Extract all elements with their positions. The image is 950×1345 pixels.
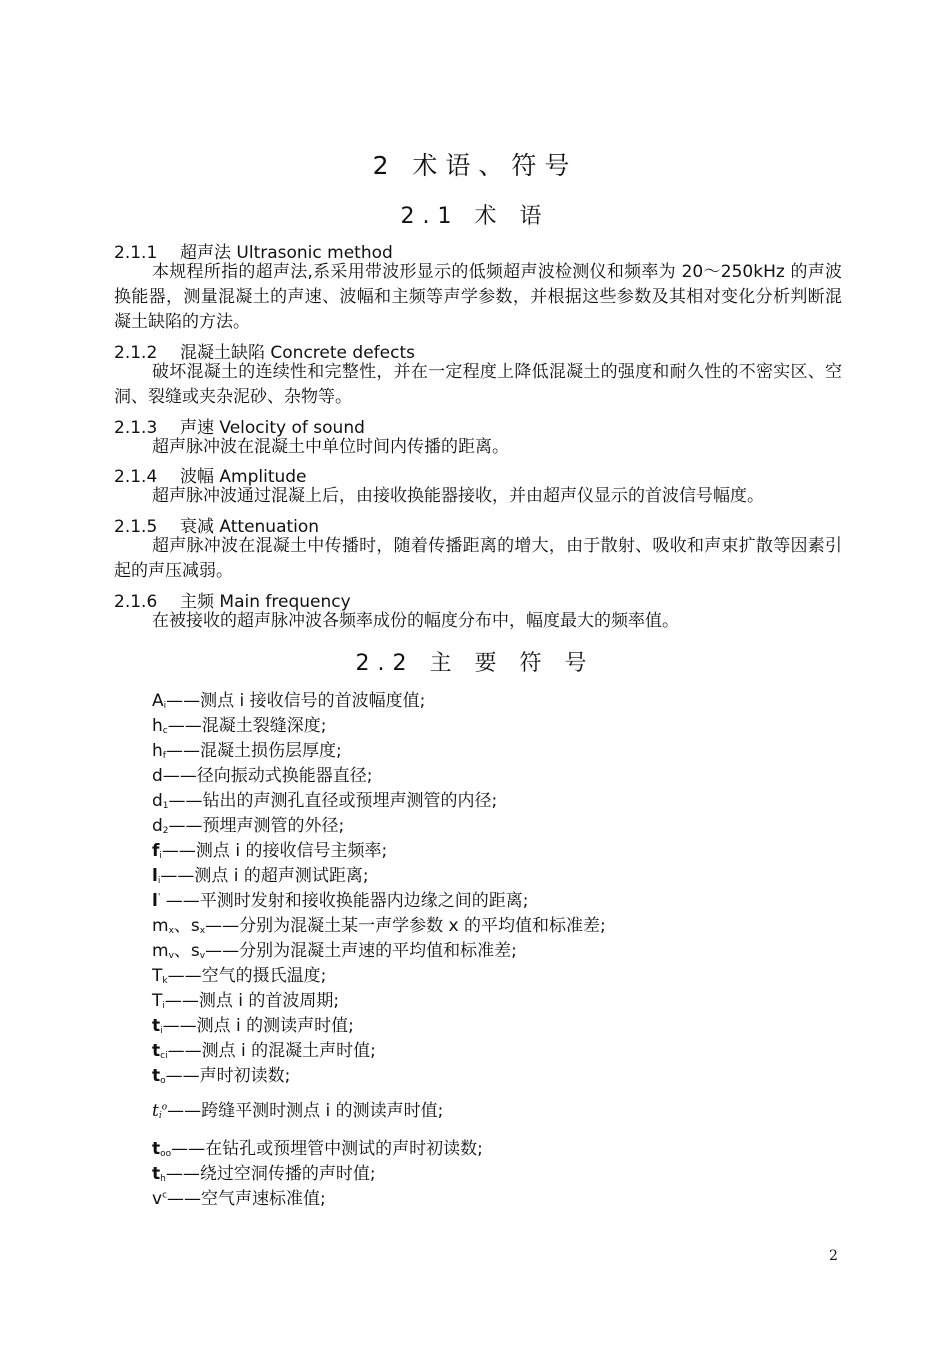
symbol-description: ——测点 i 的接收信号主频率;	[161, 841, 388, 861]
symbol-subscript: v	[199, 951, 206, 961]
symbol-entry	[152, 961, 326, 986]
symbol-entry	[152, 711, 326, 736]
symbol-description: ——绕过空洞传播的声时值;	[165, 1164, 376, 1184]
symbol-description: ——径向振动式换能器直径;	[162, 766, 373, 786]
term-name: 波幅 Amplitude	[180, 467, 307, 487]
symbol-subscript: oo	[160, 1149, 172, 1159]
symbol-entry	[152, 1096, 443, 1121]
term-name: 超声法 Ultrasonic method	[180, 243, 393, 263]
symbol-description: ——空气的摄氏温度;	[167, 966, 327, 986]
symbol-separator: 、s	[173, 916, 200, 936]
symbol-subscript: 2	[162, 826, 169, 836]
symbol: t	[152, 1164, 161, 1184]
symbol-description: ——混凝土裂缝深度;	[167, 716, 327, 736]
symbol-entry	[152, 1184, 326, 1209]
symbol: t	[152, 1066, 161, 1086]
symbol-description: ——测点 i 接收信号的首波幅度值;	[166, 691, 426, 711]
symbol-subscript: i	[158, 1111, 162, 1121]
symbol-subscript: i	[157, 876, 161, 886]
symbol-description: ——分别为混凝土声速的平均值和标准差;	[205, 941, 517, 961]
symbol: d	[152, 791, 163, 811]
symbol: T	[152, 991, 163, 1011]
symbol: h	[152, 741, 163, 761]
symbol-entry	[152, 836, 387, 861]
symbol: v	[152, 1189, 163, 1209]
symbol-description: ——分别为混凝土某一声学参数 x 的平均值和标准差;	[205, 916, 606, 936]
symbol-description: ——测点 i 的首波周期;	[164, 991, 340, 1011]
symbol-entry	[152, 886, 528, 911]
symbol-superscript: o	[161, 1102, 168, 1113]
term-number: 2.1.6	[114, 592, 158, 612]
symbol-subscript: i	[163, 701, 167, 711]
term-definition: 超声脉冲波在混凝土中单位时间内传播的距离。	[152, 437, 509, 457]
symbol-description: ——声时初读数;	[165, 1066, 291, 1086]
term-definition: 超声脉冲波在混凝土中传播时，随着传播距离的增大，由于散射、吸收和声束扩散等因素引起的声压减弱。	[114, 536, 842, 581]
symbol: t	[152, 1016, 161, 1036]
term-definition: 超声脉冲波通过混凝上后，由接收换能器接收，并由超声仪显示的首波信号幅度。	[152, 486, 764, 506]
term-number: 2.1.1	[114, 243, 158, 263]
symbol-description: ——空气声速标准值;	[167, 1189, 326, 1209]
chapter-title: 2 术语、符号	[372, 151, 578, 180]
term-definition: 本规程所指的超声法,系采用带波形显示的低频超声波检测仪和频率为 20～250kHz 的声波换能器，测量混凝土的声速、波幅和主频等声学参数，并根据这些参数及其相对变化分析判断混凝土缺陷的方法。	[114, 262, 842, 332]
symbol: t	[152, 1139, 161, 1159]
symbol-separator: 、s	[173, 941, 200, 961]
symbol-entry	[152, 911, 606, 936]
symbol-entry	[152, 1159, 376, 1184]
symbol-entry	[152, 1061, 290, 1086]
symbol-entry	[152, 861, 369, 886]
term-number: 2.1.3	[114, 418, 158, 438]
symbol-subscript: k	[162, 976, 168, 986]
symbol-entry	[152, 1036, 376, 1061]
symbol-description: ——混凝土损伤层厚度;	[165, 741, 342, 761]
symbol: m	[152, 916, 169, 936]
symbol-description: ——平测时发射和接收换能器内边缘之间的距离;	[160, 891, 529, 911]
symbol-subscript: i	[159, 851, 162, 861]
symbol-entry	[152, 986, 339, 1011]
symbol-description: ——在钻孔或预埋管中测试的声时初读数;	[171, 1139, 483, 1159]
section-title-terms: 2.1 术 语	[400, 204, 550, 229]
symbol: l	[152, 866, 158, 886]
symbol: t	[152, 1101, 159, 1121]
symbol-description: ——跨缝平测时测点 i 的测读声时值;	[167, 1101, 444, 1121]
symbol-subscript: x	[199, 926, 206, 936]
symbol-description: ——测点 i 的测读声时值;	[162, 1016, 354, 1036]
page-number: 2	[829, 1248, 838, 1264]
symbol-description: ——钻出的声测孔直径或预埋声测管的内径;	[168, 791, 498, 811]
symbol-subscript: x	[168, 926, 174, 936]
symbol-entry	[152, 1134, 483, 1159]
symbol-subscript: i	[162, 1001, 165, 1011]
symbol-entry	[152, 761, 373, 786]
symbol-subscript: c	[162, 726, 168, 736]
term-name: 主频 Main frequency	[180, 592, 351, 612]
symbol-subscript: f	[162, 751, 166, 761]
symbol-subscript: h	[160, 1174, 166, 1184]
symbol-description: ——测点 i 的超声测试距离;	[160, 866, 369, 886]
symbol-entry	[152, 736, 342, 761]
symbol-entry	[152, 811, 344, 836]
symbol: d	[152, 816, 163, 836]
symbol-subscript: v	[168, 951, 174, 961]
symbol: t	[152, 1041, 161, 1061]
symbol: m	[152, 941, 169, 961]
symbol-description: ——测点 i 的混凝土声时值;	[167, 1041, 376, 1061]
symbol-entry	[152, 1011, 354, 1036]
term-number: 2.1.2	[114, 343, 158, 363]
symbol-superscript: '	[157, 892, 161, 903]
symbol-subscript: ci	[160, 1051, 168, 1061]
symbol-subscript: 1	[162, 801, 169, 811]
symbol-subscript: o	[160, 1076, 166, 1086]
symbol-entry	[152, 686, 425, 711]
term-name: 衰减 Attenuation	[180, 517, 320, 537]
symbol: h	[152, 716, 163, 736]
symbol: d	[152, 766, 163, 786]
term-name: 混凝土缺陷 Concrete defects	[180, 343, 415, 363]
term-definition: 破坏混凝土的连续性和完整性，并在一定程度上降低混凝土的强度和耐久性的不密实区、空洞、裂缝或夹杂泥砂、杂物等。	[114, 362, 842, 407]
symbol-subscript: i	[160, 1026, 163, 1036]
symbol-entry	[152, 786, 497, 811]
section-title-symbols: 2.2 主 要 符 号	[355, 651, 595, 676]
symbol-description: ——预埋声测管的外径;	[168, 816, 345, 836]
symbol: T	[152, 966, 163, 986]
term-number: 2.1.4	[114, 467, 158, 487]
term-number: 2.1.5	[114, 517, 158, 537]
symbol: A	[152, 691, 164, 711]
symbol: l	[152, 891, 158, 911]
symbol-superscript: c	[162, 1190, 168, 1201]
symbol-entry	[152, 936, 517, 961]
term-definition: 在被接收的超声脉冲波各频率成份的幅度分布中，幅度最大的频率值。	[152, 611, 679, 631]
symbol: f	[152, 841, 160, 861]
term-name: 声速 Velocity of sound	[180, 418, 365, 438]
